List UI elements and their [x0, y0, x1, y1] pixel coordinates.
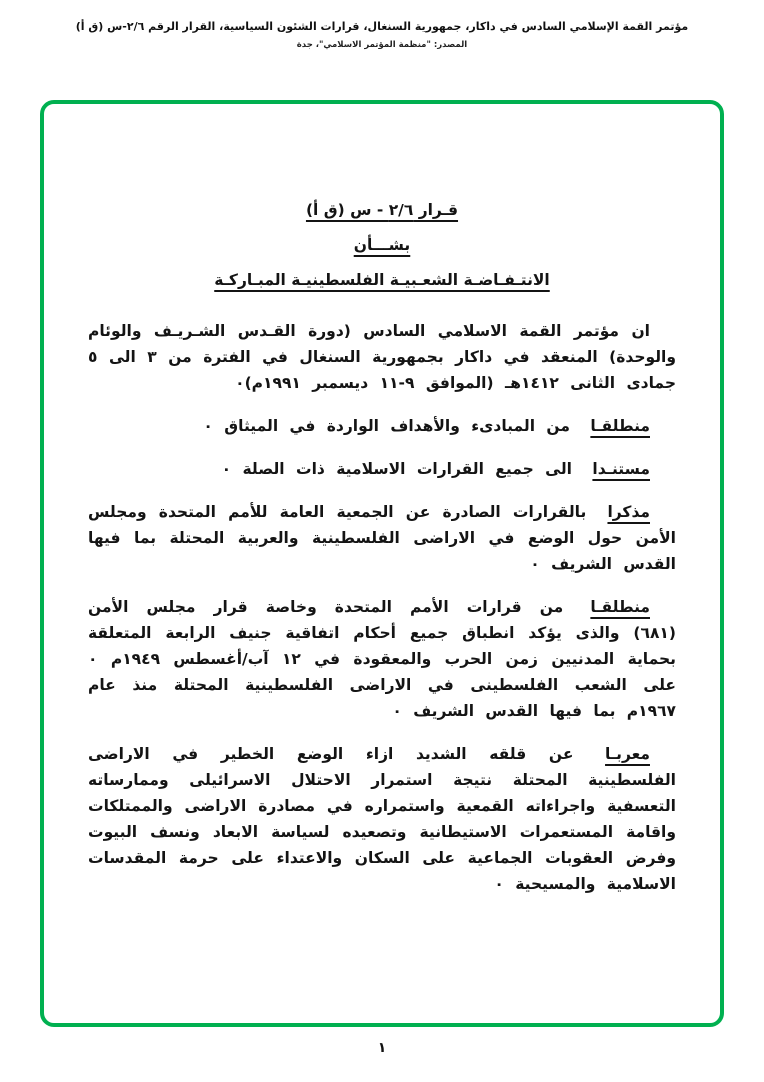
- resolution-body: [88, 196, 676, 914]
- resolution-number: قـرار ٢/٦ - س (ق أ): [305, 201, 459, 219]
- page-number: ١: [377, 1040, 387, 1056]
- citation-source: المصدر: "منظمة المؤتمر الاسلامي"، جدة: [296, 40, 468, 50]
- resolution-subject-label: بشـــأن: [353, 236, 411, 254]
- paragraph-mudhakkiran: [88, 499, 676, 577]
- paragraph-text: بالقرارات الصادرة عن الجمعية العامة للأمم المتحدة ومجلس الأمن حول الوضع في الاراضى الفلسطينية والعربية المحتلة بما فيها القدس الشريف ٠: [88, 503, 676, 573]
- paragraph-text: عن قلقه الشديد ازاء الوضع الخطير في الاراضى الفلسطينية المحتلة نتيجة استمرار الاحتلال الاسرائيلى وممارساته التعسفية واجراءاته القمعية واستمراره في مصادرة الاراضى والممتلكات واقامة المستعمرات الاستيطانية وتصعيده لسياسة الابعاد ونسف البيوت وفرض العقوبات الجماعية على السكان والاعتداء على حرمة المقدسات الاسلامية والمسيحية ٠: [88, 745, 676, 893]
- paragraph-lead: مستنـدا: [592, 460, 650, 478]
- resolution-title-block: [88, 196, 676, 294]
- resolution-subject: الانتـفـاضـة الشعـبيـة الفلسطينيـة المبـاركـة: [214, 271, 550, 289]
- paragraph-muriban: [88, 741, 676, 897]
- paragraph-muntaliqan-1: [88, 413, 676, 439]
- paragraph-text: الى جميع القرارات الاسلامية ذات الصلة ٠: [221, 460, 572, 478]
- paragraph-lead: منطلقـا: [590, 417, 650, 435]
- scanned-page-frame: [40, 100, 724, 1027]
- paragraph-text: من المبادىء والأهداف الواردة في الميثاق ٠: [203, 417, 570, 435]
- paragraph-lead: منطلقـا: [590, 598, 650, 616]
- paragraph-mustanidan: [88, 456, 676, 482]
- document-citation-header: [0, 20, 764, 50]
- paragraph-text: ان مؤتمر القمة الاسلامي السادس (دورة القـدس الشـريـف والوئام والوحدة) المنعقد في داكار بجمهورية السنغال في الفترة من ٣ الى ٥ جمادى الثانى ١٤١٢هـ (الموافق ٩-١١ ديسمبر ١٩٩١م)٠: [88, 322, 676, 392]
- paragraph-lead: معربـا: [605, 745, 650, 763]
- paragraph-preamble: [88, 318, 676, 396]
- paragraph-lead: مذكرا: [607, 503, 650, 521]
- citation-title: مؤتمر القمة الإسلامي السادس في داكار، جمهورية السنغال، قرارات الشئون السياسية، القرار الرقم ٢/٦-س (ق أ): [75, 20, 689, 33]
- paragraph-muntaliqan-2: [88, 594, 676, 724]
- paragraph-text: من قرارات الأمم المتحدة وخاصة قرار مجلس الأمن (٦٨١) والذى يؤكد انطباق جميع أحكام اتفاقية جنيف الرابعة المتعلقة بحماية المدنيين زمن الحرب والمعقودة في ١٢ آب/أغسطس ١٩٤٩م ٠ على الشعب الفلسطينى في الاراضى الفلسطينية المحتلة منذ عام ١٩٦٧م بما فيها القدس الشريف ٠: [88, 598, 676, 720]
